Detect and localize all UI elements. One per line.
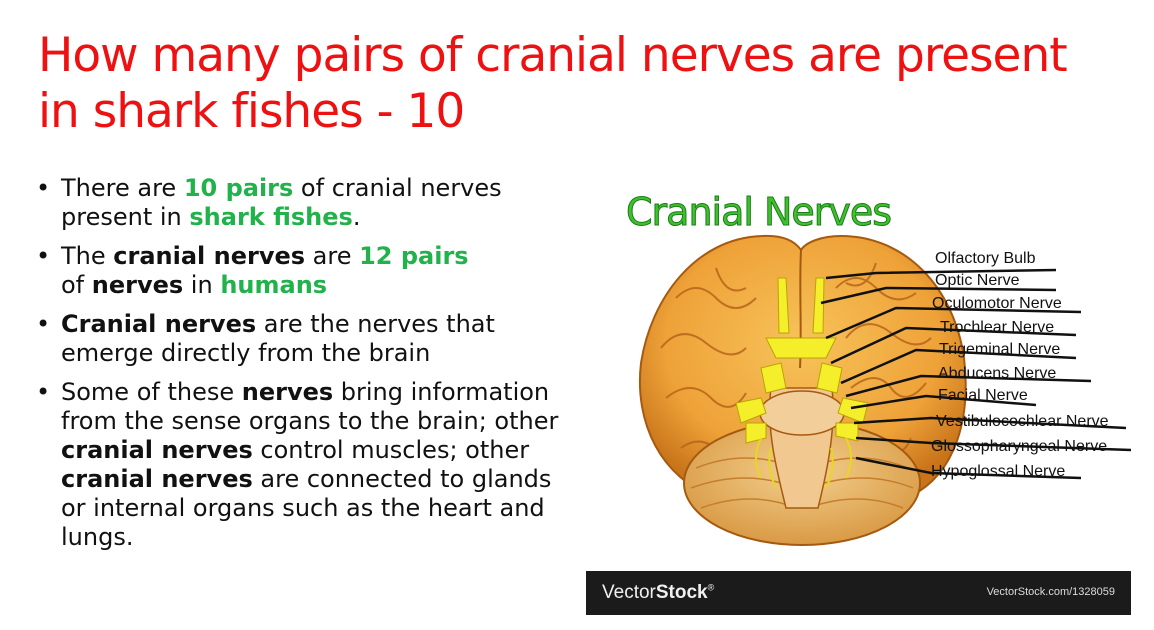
- vectorstock-logo: VectorStock®: [602, 582, 715, 603]
- label-vestibulocochlear-nerve: Vestibulocochlear Nerve: [936, 413, 1109, 430]
- label-abducens-nerve: Abducens Nerve: [938, 365, 1057, 382]
- brain-illustration: [586, 178, 1131, 615]
- figure-title: Cranial Nerves: [626, 190, 892, 234]
- bullet-item: • Cranial nerves are the nerves that emerge directly from the brain: [36, 310, 576, 368]
- bullet-item: • The cranial nerves are 12 pairs of nerves in humans: [36, 242, 576, 300]
- bullet-item: • There are 10 pairs of cranial nerves present in shark fishes.: [36, 174, 576, 232]
- label-oculomotor-nerve: Oculomotor Nerve: [932, 295, 1062, 312]
- highlight-text: humans: [220, 271, 328, 299]
- label-hypoglossal-nerve: Hypoglossal Nerve: [931, 463, 1066, 480]
- bold-text: cranial nerves: [113, 242, 306, 270]
- label-olfactory-bulb: Olfactory Bulb: [935, 250, 1036, 267]
- label-glossopharyngeal-nerve: Glossopharyngeal Nerve: [931, 438, 1108, 455]
- highlight-text: 12 pairs: [359, 242, 469, 270]
- watermark-url: VectorStock.com/1328059: [986, 586, 1115, 598]
- watermark-bar: [586, 571, 1131, 615]
- highlight-text: 10 pairs: [183, 174, 294, 202]
- label-facial-nerve: Facial Nerve: [938, 387, 1028, 404]
- cranial-nerves-figure: [586, 178, 1131, 615]
- label-trigeminal-nerve: Trigeminal Nerve: [939, 341, 1061, 358]
- pons-shape: [760, 391, 844, 435]
- bold-text: cranial nerves: [61, 465, 253, 493]
- bold-text: Cranial nerves: [61, 310, 257, 338]
- slide-title-line-1: How many pairs of cranial nerves are present: [38, 28, 1067, 83]
- slide-title: [38, 28, 1138, 140]
- label-optic-nerve: Optic Nerve: [935, 272, 1020, 289]
- bullet-list: [36, 174, 576, 562]
- bullet-item: • Some of these nerves bring information from the sense organs to the brain; other cranial nerves control muscles; other cranial nerves are connected to glands or internal organs such as the heart and lungs.: [36, 378, 576, 552]
- bold-text: nerves: [91, 271, 184, 299]
- highlight-text: shark fishes: [189, 203, 353, 231]
- bold-text: cranial nerves: [61, 436, 253, 464]
- label-trochlear-nerve: Trochlear Nerve: [940, 319, 1055, 336]
- slide-title-line-2: in shark fishes - 10: [38, 84, 465, 139]
- bold-text: nerves: [241, 378, 334, 406]
